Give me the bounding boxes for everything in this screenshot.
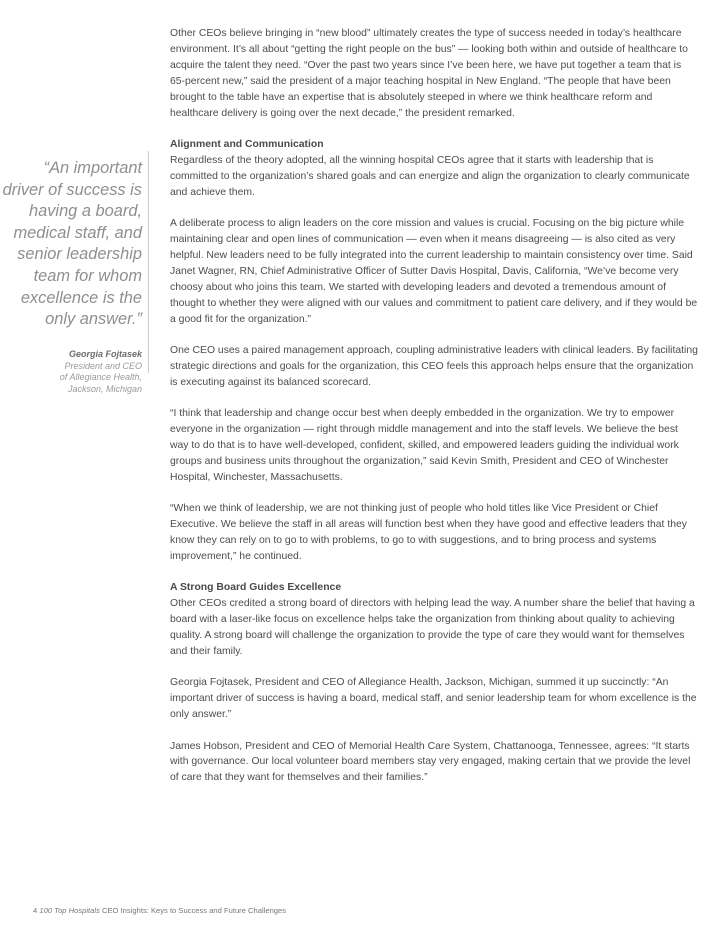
- paragraph: A deliberate process to align leaders on the core mission and values is crucial. Focusing on the big picture while maintaining clear and open lines of communication — even when it means disagreeing — is also cited as very helpful. New leaders need to be fully integrated into the current leadership to maintain consistency over time. Said Janet Wagner, RN, Chief Administrative Officer of Sutter Davis Hospital, Davis, California, “We’ve become very choosy about who joins this team. We started with developing leaders and devoted a tremendous amount of thought to whether they were aligned with our values and commitment to patient care delivery, and if they would be a good fit for the organization.”: [170, 218, 698, 325]
- attribution-title: President and CEO: [64, 360, 142, 371]
- pull-quote-attribution: [0, 349, 142, 396]
- publication-title: 100 Top Hospitals: [39, 906, 100, 915]
- page-number: 4: [33, 906, 38, 915]
- pull-quote: “An important driver of success is having a board, medical staff, and senior leadership team for whom excellence is the only answer.”: [2, 159, 142, 329]
- publication-subtitle: CEO Insights: Keys to Success and Future Challenges: [102, 906, 287, 915]
- paragraph: “I think that leadership and change occur best when deeply embedded in the organization. We try to empower everyone in the organization — right through middle management and into the staff levels. We believe the best way to do that is to have well-developed, confident, skilled, and empowered leaders guiding the individual work groups and business units throughout the organization,” said Kevin Smith, President and CEO of Winchester Hospital, Winchester, Massachusetts.: [170, 408, 679, 483]
- pull-quote-sidebar: [0, 146, 142, 396]
- attribution-name: Georgia Fojtasek: [68, 348, 142, 359]
- section-heading-board: A Strong Board Guides Excellence: [170, 582, 342, 594]
- paragraph: James Hobson, President and CEO of Memorial Health Care System, Chattanooga, Tennessee, agrees: “It starts with governance. Our local volunteer board members stay very engaged, making certain that we provide the level of care that they want for themselves and their families.”: [170, 740, 691, 784]
- section-heading-alignment: Alignment and Communication: [170, 138, 324, 150]
- attribution-org: of Allegiance Health,: [59, 372, 142, 383]
- paragraph: One CEO uses a paired management approach, coupling administrative leaders with clinical leaders. By facilitating strategic directions and goals for the organization, this CEO feels this approach helps ensure that the organization is executing against its balanced scorecard.: [170, 344, 698, 388]
- article-body: [170, 26, 698, 802]
- paragraph: Other CEOs credited a strong board of directors with helping lead the way. A number share the belief that having a board with a laser-like focus on excellence helps take the organization from thinking about quality to achieving quality. A strong board will challenge the organization to provide the type of care they would want for themselves and their family.: [170, 598, 695, 657]
- intro-paragraph: Other CEOs believe bringing in “new blood” ultimately creates the type of success needed in today’s healthcare environment. It’s all about “getting the right people on the bus” — looking both within and outside of healthcare to acquire the talent they need. “Over the past two years since I’ve been here, we have put together a team that is 65-percent new,” said the president of a major teaching hospital in New England. “The people that have been brought to the table have an expertise that is absolutely steeped in where we think healthcare reform and healthcare delivery is going over the next decade,” the president remarked.: [170, 28, 688, 119]
- paragraph: Georgia Fojtasek, President and CEO of Allegiance Health, Jackson, Michigan, summed it up succinctly: “An important driver of success is having a board, medical staff, and senior leadership team for whom excellence is the only answer.”: [170, 677, 697, 721]
- sidebar-divider: [148, 151, 149, 373]
- paragraph: “When we think of leadership, we are not thinking just of people who hold titles like Vice President or Chief Executive. We believe the staff in all areas will function best when they have good and effective leaders that they know they can rely on to go to with problems, to go to with suggestions, and to bring process and systems improvement,” he continued.: [170, 503, 687, 562]
- attribution-location: Jackson, Michigan: [67, 384, 142, 395]
- page-footer: [33, 906, 286, 916]
- paragraph: Regardless of the theory adopted, all the winning hospital CEOs agree that it starts with leadership that is committed to the organization’s shared goals and can energize and align the organization to clearly communicate and achieve them.: [170, 154, 690, 198]
